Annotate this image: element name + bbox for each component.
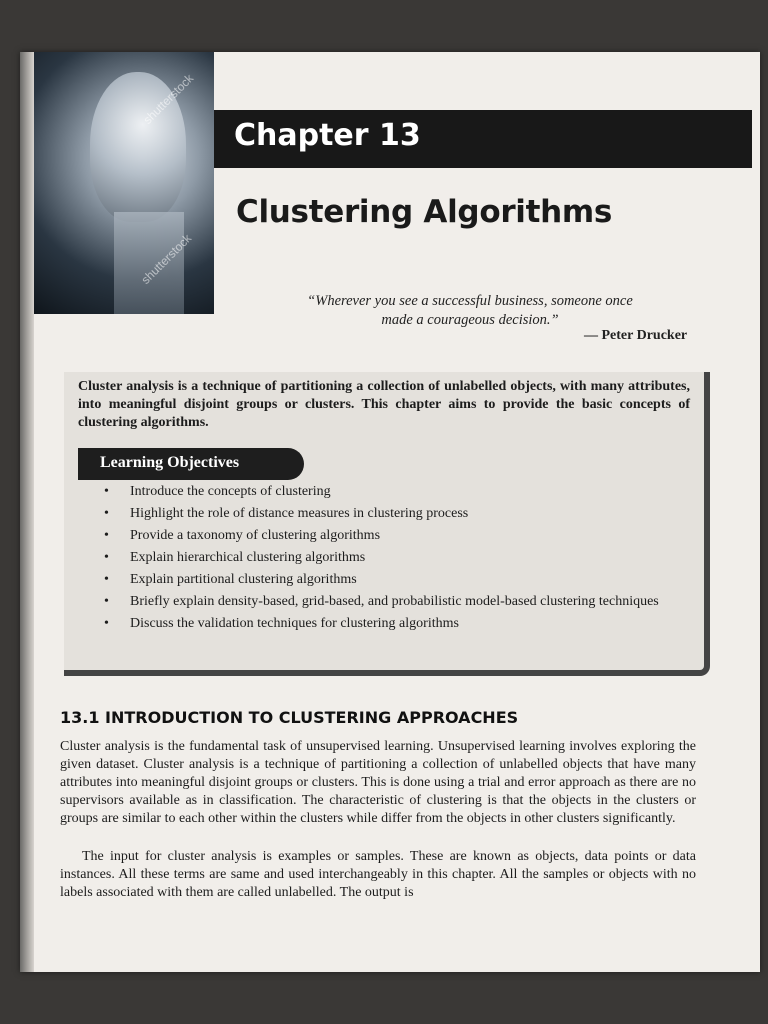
- learning-objectives-list: [104, 484, 684, 638]
- learning-objectives-banner: [78, 448, 304, 480]
- list-item: • Explain hierarchical clustering algorithms: [104, 550, 366, 565]
- bullet-icon: •: [104, 572, 109, 587]
- body-paragraph: The input for cluster analysis is examples or samples. These are known as objects, data points or data instances. All these terms are same and used interchangeably in this chapter. All the samples or objects with no labels associated with them are called unlabelled. The output is: [60, 849, 696, 900]
- chapter-title: Clustering Algorithms: [236, 194, 613, 230]
- list-item: • Provide a taxonomy of clustering algorithms: [104, 528, 381, 543]
- chapter-intro-box: [64, 372, 710, 676]
- epigraph-author: — Peter Drucker: [584, 328, 688, 343]
- watermark-text: shutterstock: [140, 71, 197, 127]
- bullet-icon: •: [104, 528, 109, 543]
- bullet-icon: •: [104, 550, 109, 565]
- robot-neck-graphic: [114, 212, 184, 314]
- bullet-icon: •: [104, 616, 109, 631]
- chapter-label: Chapter 13: [234, 118, 421, 153]
- list-item: • Introduce the concepts of clustering: [104, 484, 331, 499]
- learning-objectives-heading: Learning Objectives: [100, 454, 240, 471]
- book-spine: [20, 52, 34, 972]
- list-item: • Highlight the role of distance measures in clustering process: [104, 506, 469, 521]
- chapter-hero-image: [34, 52, 214, 314]
- chapter-banner: [214, 110, 752, 168]
- body-paragraph: Cluster analysis is the fundamental task of unsupervised learning. Unsupervised learning involves exploring the given dataset. Cluster analysis is a technique of partitioning a collection of unlabelled objects that have many attributes into meaningful disjoint groups or clusters. This is done using a trial and error approach as there are no supervisors available as in classification. The characteristic of clustering is that the objects in the clusters or groups are similar to each other within the clusters while differ from the objects in other clusters significantly.: [60, 739, 696, 826]
- bullet-icon: •: [104, 594, 109, 609]
- list-item: • Explain partitional clustering algorithms: [104, 572, 357, 587]
- list-item: • Discuss the validation techniques for clustering algorithms: [104, 616, 459, 631]
- epigraph-quote: “Wherever you see a successful business, someone once made a courageous decision.”: [307, 293, 633, 328]
- bullet-icon: •: [104, 484, 109, 499]
- intro-summary: Cluster analysis is a technique of partitioning a collection of unlabelled objects, with many attributes, into meaningful disjoint groups or clusters. This chapter aims to provide the basic concepts of clustering algorithms.: [78, 379, 690, 430]
- list-item: • Briefly explain density-based, grid-based, and probabilistic model-based clustering techniques: [104, 594, 659, 609]
- book-page: [20, 52, 760, 972]
- watermark-text: shutterstock: [138, 231, 195, 287]
- section-heading: 13.1 INTRODUCTION TO CLUSTERING APPROACHES: [60, 708, 519, 727]
- bullet-icon: •: [104, 506, 109, 521]
